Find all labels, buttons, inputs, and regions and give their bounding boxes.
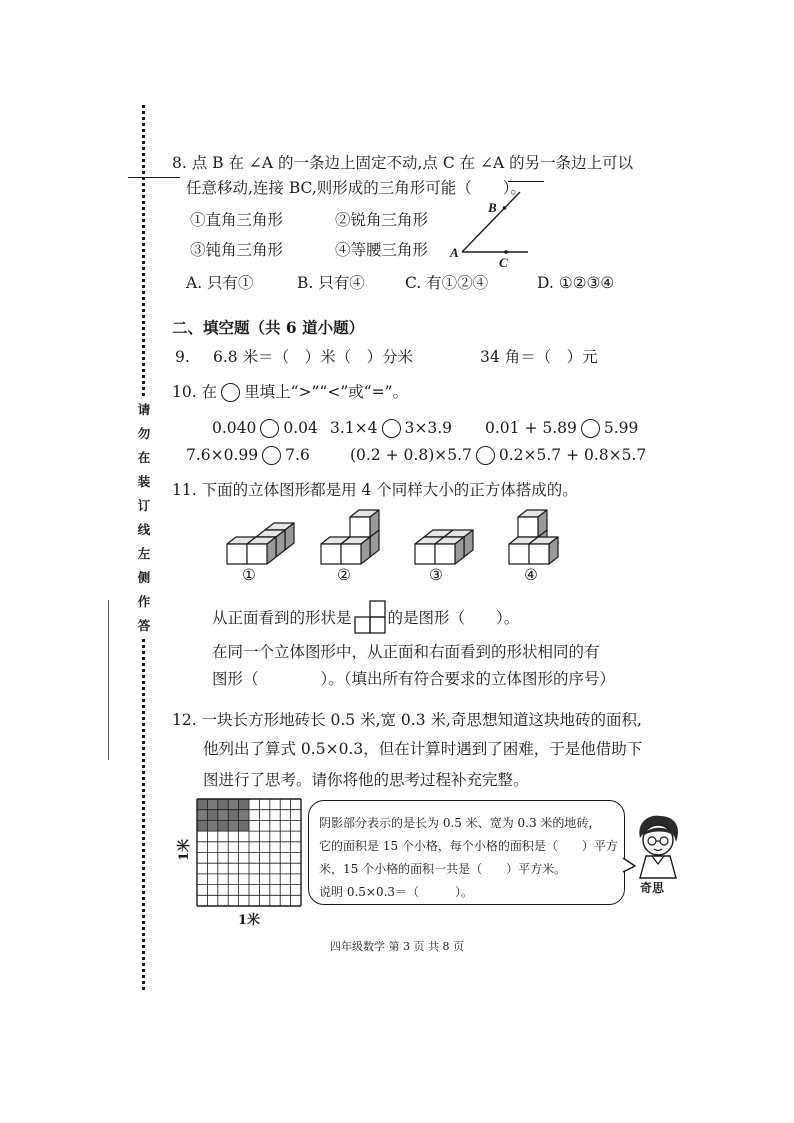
cube-front-face [518, 517, 538, 537]
comparison-item [485, 418, 638, 439]
section-2-title: 二、填空题（共 6 道小题） [172, 318, 365, 337]
character-qisi-illustration [630, 812, 686, 880]
shaded-cell [197, 810, 207, 821]
comparison-left: (0.2 + 0.8)×5.7 [350, 446, 472, 464]
margin-note-char: 请 [134, 398, 154, 422]
comparison-circle-icon [382, 419, 401, 438]
q8-choice-d: D. ①②③④ [537, 274, 615, 292]
bubble-line: 阴影部分表示的是长为 0.5 米、宽为 0.3 米的地砖， [319, 816, 601, 830]
cube [247, 537, 276, 564]
comparison-right: 7.6 [285, 446, 310, 464]
comparison-circle-icon [581, 419, 600, 438]
bubble-line: 说明 0.5×0.3＝（ ）。 [319, 885, 474, 899]
q11-front-view-question [212, 600, 519, 634]
speech-bubble [308, 800, 625, 905]
front-view-shape-icon [354, 600, 386, 634]
figure-label-1: ① [242, 566, 256, 584]
cube-front-face [227, 544, 247, 564]
shaded-cell [207, 810, 217, 821]
q12-line-2: 他列出了算式 0.5×0.3，但在计算时遇到了困难，于是他借助下 [203, 740, 643, 758]
page-footer: 四年级数学 第 3 页 共 8 页 [330, 940, 464, 953]
cube-figure-3 [414, 500, 486, 568]
margin-note-char: 线 [134, 518, 154, 542]
q8-option-4: ④等腰三角形 [335, 241, 429, 259]
q8-choice-a: A. 只有① [186, 274, 254, 292]
comparison-circle-icon [221, 383, 240, 402]
q10-stem [172, 382, 408, 403]
q8-option-1: ①直角三角形 [190, 211, 284, 229]
comparison-left: 7.6×0.99 [186, 446, 259, 464]
comparison-left: 0.040 [212, 419, 257, 437]
margin-note-char: 侧 [134, 566, 154, 590]
q11-line-2: 在同一个立体图形中，从正面和右面看到的形状相同的有 [212, 643, 600, 661]
comparison-right: 5.99 [603, 419, 639, 437]
margin-note-char: 订 [134, 494, 154, 518]
shaded-cell [239, 820, 249, 831]
figure-label-4: ④ [524, 566, 538, 584]
cube-front-face [341, 544, 361, 564]
binding-solid-line [108, 600, 109, 760]
margin-note-char: 装 [134, 470, 154, 494]
front-view-square [370, 617, 385, 633]
cube-figure-1 [226, 500, 298, 568]
angle-diagram [448, 188, 548, 272]
cube-front-face [321, 544, 341, 564]
figure-label-2: ② [337, 566, 351, 584]
shaded-cell [218, 820, 228, 831]
cube-front-face [529, 544, 549, 564]
comparison-item [212, 418, 318, 439]
shaded-cell [228, 820, 238, 831]
comparison-left: 0.01 + 5.89 [485, 419, 577, 437]
shaded-cell [197, 820, 207, 831]
q8-choice-c: C. 有①②④ [405, 274, 489, 292]
bubble-line: 它的面积是 15 个小格，每个小格的面积是（ ）平方 [319, 839, 618, 853]
comparison-item [330, 418, 452, 439]
q9-part-2: 34 角＝（ ）元 [480, 348, 598, 366]
comparison-left: 3.1×4 [330, 419, 378, 437]
character-name: 奇思 [640, 881, 665, 895]
margin-note-char: 在 [134, 446, 154, 470]
q10-stem-suffix: 里填上“>”“<”或“=”。 [244, 383, 409, 401]
shaded-cell [228, 810, 238, 821]
bubble-line: 米，15 个小格的面积一共是（ ）平方米。 [319, 862, 567, 876]
cube-front-face [435, 544, 455, 564]
q8-option-2: ②锐角三角形 [335, 211, 429, 229]
shaded-cell [228, 799, 238, 810]
margin-tick-line [128, 177, 180, 178]
cube-front-face [350, 517, 370, 537]
point-c-dot [504, 250, 508, 254]
label-c: C [499, 255, 508, 270]
shaded-cell [239, 799, 249, 810]
character-body [640, 856, 676, 878]
margin-note-char: 勿 [134, 422, 154, 446]
comparison-circle-icon [262, 446, 281, 465]
front-view-square [370, 601, 385, 617]
cube-front-face [247, 544, 267, 564]
margin-note-char: 作 [134, 590, 154, 614]
shaded-cell [218, 810, 228, 821]
q12-line-3: 图进行了思考。请你将他的思考过程补充完整。 [203, 771, 529, 789]
q9-number: 9. [175, 348, 190, 366]
cube [518, 510, 547, 537]
comparison-item [186, 445, 310, 466]
q10-stem-prefix: 10. 在 [172, 383, 218, 401]
q11-front-view-suffix: 的是图形（ ）。 [387, 609, 520, 627]
q8-stem-line2: 任意移动,连接 BC,则形成的三角形可能（ ）。 [186, 179, 527, 197]
q11-line-3: 图形（ ）。（填出所有符合要求的立体图形的序号） [212, 670, 616, 688]
shaded-cell [218, 799, 228, 810]
cube-front-face [509, 544, 529, 564]
label-a: A [450, 245, 459, 260]
comparison-circle-icon [476, 446, 495, 465]
figure-label-3: ③ [429, 566, 443, 584]
comparison-right: 0.04 [283, 419, 318, 437]
comparison-right: 3×3.9 [404, 419, 452, 437]
label-b: B [488, 200, 497, 215]
q12-line-1: 12. 一块长方形地砖长 0.5 米,宽 0.3 米,奇思想知道这块地砖的面积, [172, 711, 642, 729]
shaded-cell [239, 810, 249, 821]
shaded-cell [207, 799, 217, 810]
q8-stem-line1: 8. 点 B 在 ∠A 的一条边上固定不动,点 C 在 ∠A 的另一条边上可以 [172, 154, 634, 172]
cube [435, 537, 464, 564]
binding-margin-note [134, 398, 154, 638]
comparison-right: 0.2×5.7 + 0.8×5.7 [498, 446, 647, 464]
shaded-cell [197, 799, 207, 810]
shaded-cell [207, 820, 217, 831]
grid-bottom-label: 1米 [238, 913, 261, 928]
front-view-square [355, 617, 370, 633]
point-b-dot [503, 206, 507, 210]
margin-note-char: 答 [134, 614, 154, 638]
q8-option-3: ③钝角三角形 [190, 241, 284, 259]
cube [341, 537, 370, 564]
q8-stray-line [508, 181, 544, 182]
q8-choice-b: B. 只有④ [297, 274, 365, 292]
q11-stem: 11. 下面的立体图形都是用 4 个同样大小的正方体搭成的。 [172, 481, 578, 499]
q9-part-1: 6.8 米＝（ ）米（ ）分米 [213, 348, 414, 366]
cube-front-face [415, 544, 435, 564]
comparison-item [350, 445, 646, 466]
margin-note-char: 左 [134, 542, 154, 566]
grid-side-label: 1米 [177, 838, 192, 862]
cube [529, 537, 558, 564]
comparison-circle-icon [260, 419, 279, 438]
cube-figure-4 [508, 500, 580, 568]
cube [350, 510, 379, 537]
cube-figure-2 [320, 500, 392, 568]
hundred-square-grid [196, 798, 302, 907]
q11-front-view-prefix: 从正面看到的形状是 [212, 609, 352, 627]
